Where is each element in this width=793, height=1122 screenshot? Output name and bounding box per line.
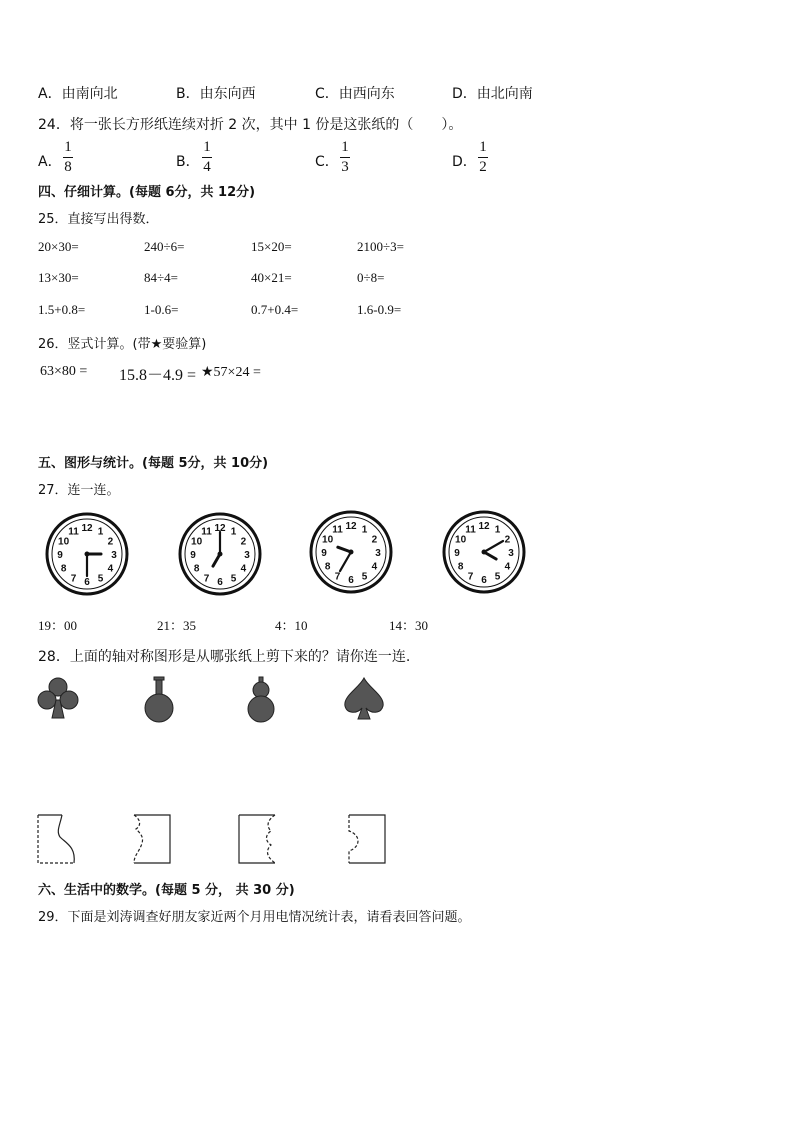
calc-item: 0.7+0.4= <box>251 302 299 317</box>
time-label: 4：10 <box>275 618 308 633</box>
clock-numeral: 2 <box>107 536 114 548</box>
fraction-denominator: 3 <box>341 159 349 175</box>
clock-numeral: 4 <box>371 561 378 573</box>
calc-item: 1.6-0.9= <box>357 302 402 317</box>
time-label: 14：30 <box>389 618 429 633</box>
clock-numeral: 5 <box>361 571 368 583</box>
q24-stem: 24．将一张长方形纸连续对折 2 次，其中 1 份是这张纸的（ ）。 <box>38 117 463 133</box>
clock-numeral: 9 <box>190 550 196 561</box>
spade-shape-icon <box>341 676 387 722</box>
q24-option-d-label: D． <box>452 154 477 170</box>
clock-numeral: 5 <box>494 571 501 583</box>
minute-hand <box>484 541 503 552</box>
clock-numeral: 3 <box>375 548 381 559</box>
q24-option-d-fraction <box>477 139 489 176</box>
calc-item: 13×30= <box>38 270 79 285</box>
folded-paper-icon <box>130 811 174 867</box>
q24-option-c-label: C． <box>315 154 339 170</box>
clock-numeral: 10 <box>191 536 203 548</box>
clock-numeral: 10 <box>322 534 334 546</box>
clock-numeral: 7 <box>334 571 341 583</box>
clock-numeral: 8 <box>457 561 464 573</box>
section-4-title: 四、仔细计算。(每题 6分，共 12分) <box>38 185 256 200</box>
clock-numeral: 6 <box>481 575 487 586</box>
fraction-denominator: 8 <box>64 159 72 175</box>
clock-numeral: 11 <box>465 524 476 536</box>
gourd-shape-icon <box>241 676 281 724</box>
clock-numeral: 12 <box>81 523 93 534</box>
club-shape-icon <box>35 676 81 722</box>
q28-stem: 28．上面的轴对称图形是从哪张纸上剪下来的？请你连一连. <box>38 649 411 665</box>
clock-numeral: 6 <box>84 577 90 588</box>
vertical-calc-item: 15.8－4.9 = <box>119 367 197 384</box>
calc-item: 1.5+0.8= <box>38 302 86 317</box>
calc-item: 2100÷3= <box>357 239 404 254</box>
clock-numeral: 1 <box>97 526 104 538</box>
clock-numeral: 6 <box>348 575 354 586</box>
clock-numeral: 8 <box>193 563 200 575</box>
clock-numeral: 4 <box>107 563 114 575</box>
calc-item: 15×20= <box>251 239 292 254</box>
minute-hand <box>340 552 351 571</box>
q23-option-a: A．由南向北 <box>38 86 118 102</box>
clock-numeral: 7 <box>203 573 210 585</box>
calc-item: 0÷8= <box>357 270 385 285</box>
clock-numeral: 11 <box>332 524 343 536</box>
q24-option-c-fraction <box>339 139 351 176</box>
q26-stem: 26．竖式计算。(带★要验算) <box>38 337 207 352</box>
clock-numeral: 9 <box>454 548 460 559</box>
clock-numeral: 4 <box>240 563 247 575</box>
clock-numeral: 12 <box>345 521 357 532</box>
q24-option-a-label: A． <box>38 154 62 170</box>
clock-numeral: 11 <box>68 526 79 538</box>
clock-numeral: 7 <box>70 573 77 585</box>
clock-numeral: 2 <box>371 534 378 546</box>
q24-option-b-label: B． <box>176 154 200 170</box>
clock-numeral: 3 <box>508 548 514 559</box>
clock-face-icon <box>441 509 527 595</box>
clock-numeral: 1 <box>494 524 501 536</box>
clock-numeral: 1 <box>361 524 368 536</box>
folded-paper-icon <box>36 811 80 867</box>
clock-numeral: 5 <box>230 573 237 585</box>
calc-item: 20×30= <box>38 239 79 254</box>
clock-numeral: 6 <box>217 577 223 588</box>
clock-numeral: 7 <box>467 571 474 583</box>
clock-numeral: 9 <box>57 550 63 561</box>
section-6-title: 六、生活中的数学。(每题 5 分， 共 30 分) <box>38 883 295 898</box>
time-label: 21：35 <box>157 618 197 633</box>
q23-option-c: C．由西向东 <box>315 86 395 102</box>
calc-item: 240÷6= <box>144 239 185 254</box>
section-5-title: 五、图形与统计。(每题 5分，共 10分) <box>38 456 269 471</box>
clock-numeral: 11 <box>201 526 212 538</box>
vertical-calc-item: ★57×24 = <box>201 365 261 380</box>
q23-option-b: B．由东向西 <box>176 86 256 102</box>
clock-numeral: 8 <box>60 563 67 575</box>
clock-numeral: 3 <box>111 550 117 561</box>
folded-paper-icon <box>343 811 387 867</box>
time-label: 19：00 <box>38 618 78 633</box>
clock-numeral: 10 <box>58 536 70 548</box>
fraction-numerator: 1 <box>203 139 211 155</box>
fraction-numerator: 1 <box>479 139 487 155</box>
clock-numeral: 8 <box>324 561 331 573</box>
clock-face-icon <box>177 511 263 597</box>
clock-numeral: 5 <box>97 573 104 585</box>
q25-stem: 25．直接写出得数． <box>38 212 159 227</box>
clock-numeral: 10 <box>455 534 467 546</box>
folded-paper-icon <box>235 811 279 867</box>
q24-option-a-fraction <box>62 139 74 176</box>
q24-option-b-fraction <box>201 139 213 176</box>
fraction-numerator: 1 <box>341 139 349 155</box>
calc-item: 84÷4= <box>144 270 178 285</box>
fraction-denominator: 4 <box>203 159 211 175</box>
clock-face-icon <box>44 511 130 597</box>
clock-numeral: 3 <box>244 550 250 561</box>
q23-option-d: D．由北向南 <box>452 86 533 102</box>
calc-item: 1-0.6= <box>144 302 179 317</box>
clock-numeral: 12 <box>214 523 226 534</box>
fraction-numerator: 1 <box>64 139 72 155</box>
clock-numeral: 4 <box>504 561 511 573</box>
bottle-shape-icon <box>139 676 179 724</box>
q27-stem: 27．连一连。 <box>38 483 120 498</box>
calc-item: 40×21= <box>251 270 292 285</box>
q29-stem: 29．下面是刘涛调查好朋友家近两个月用电情况统计表，请看表回答问题。 <box>38 910 471 925</box>
clock-numeral: 2 <box>240 536 247 548</box>
clock-numeral: 9 <box>321 548 327 559</box>
vertical-calc-item: 63×80 = <box>40 364 88 379</box>
clock-face-icon <box>308 509 394 595</box>
fraction-denominator: 2 <box>479 159 487 175</box>
clock-numeral: 2 <box>504 534 511 546</box>
clock-numeral: 12 <box>478 521 490 532</box>
clock-numeral: 1 <box>230 526 237 538</box>
